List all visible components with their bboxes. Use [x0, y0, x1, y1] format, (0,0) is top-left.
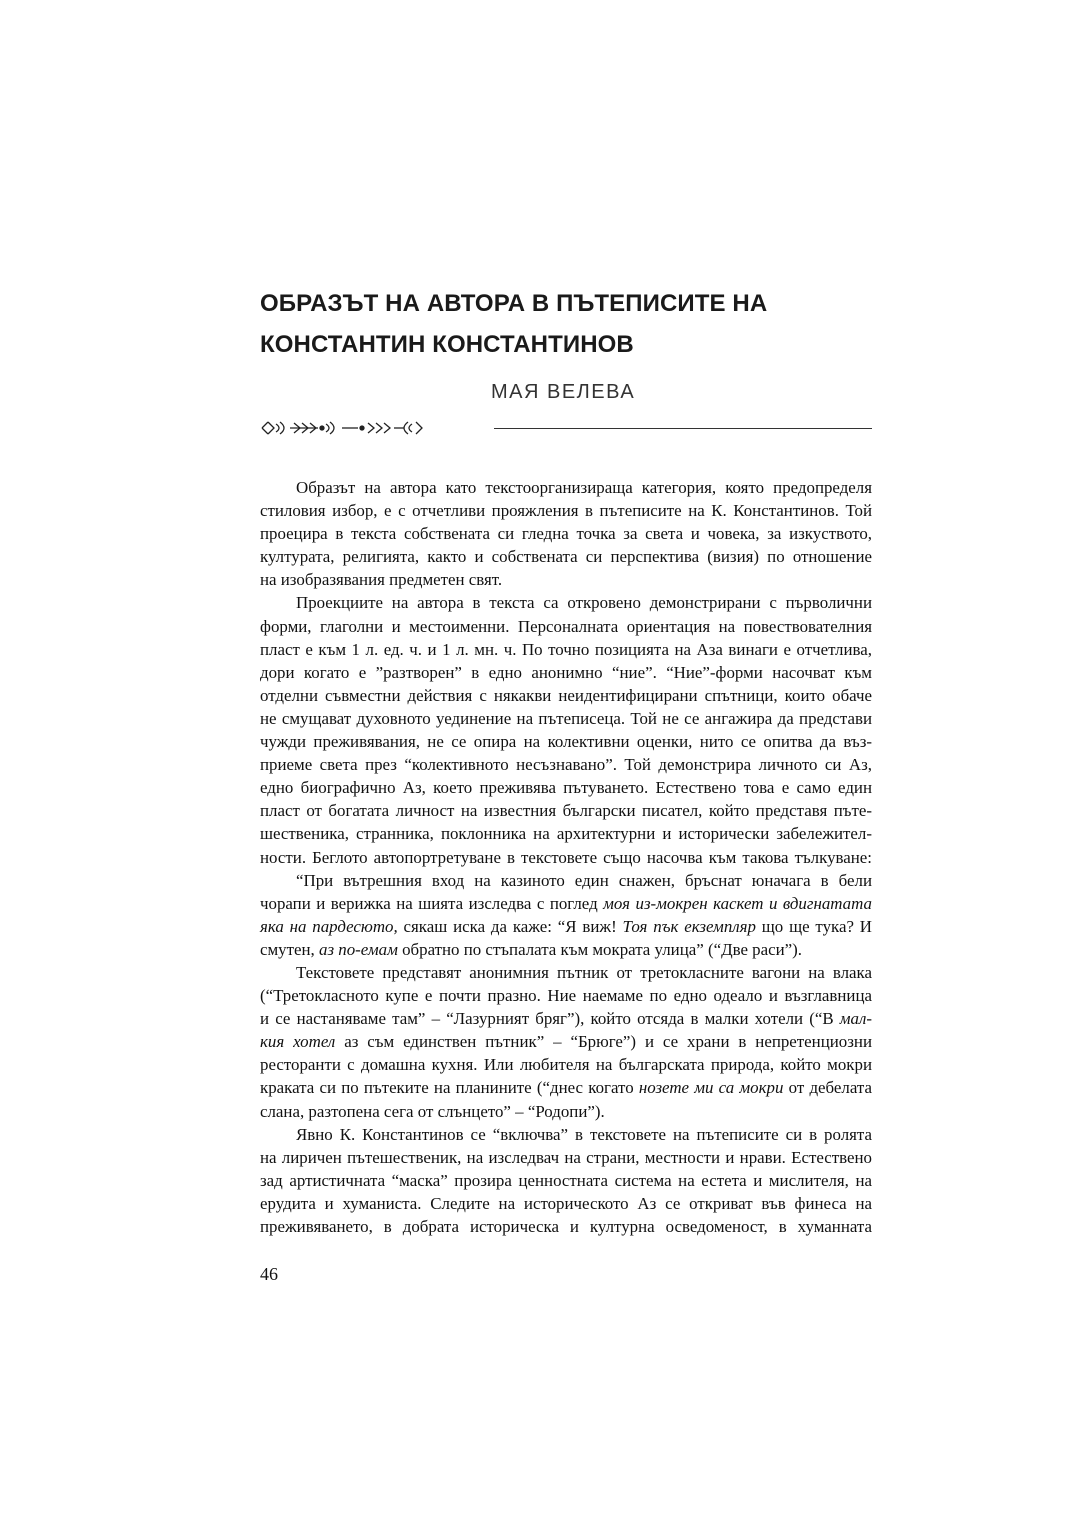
italic-text: аз по-емам: [319, 939, 398, 959]
body-line: [260, 476, 872, 499]
text: краката си по пътеките на планините (“днес когато: [260, 1078, 639, 1098]
italic-text: Тоя пък екземпляр: [622, 916, 756, 936]
body-line: [260, 545, 872, 568]
text: Явно К. Константинов се “включва” в текстовете на пътеписите си в ролята: [296, 1124, 872, 1144]
body-line: [260, 1030, 872, 1053]
text: отделни съвместни действия с някакви неидентифицирани спътници, които обаче: [260, 685, 872, 705]
author-name: МАЯ ВЕЛЕВА: [491, 381, 636, 403]
body-line: [260, 638, 872, 661]
text: ресторанти с домашна кухня. Или любителя на българската природа, който мокри: [260, 1055, 872, 1075]
title-rule: [494, 428, 872, 429]
body-line: [260, 1169, 872, 1192]
article-body: [260, 476, 872, 1238]
italic-text: нозете ми са мокри: [638, 1078, 784, 1098]
body-line: [260, 869, 872, 892]
body-line: [260, 707, 872, 730]
body-line: [260, 661, 872, 684]
text: пласт е към 1 л. ед. ч. и 1 л. мн. ч. По точно позицията на Аза винаги е отчетлива,: [260, 639, 872, 659]
text: Проекциите на автора в текста са откровено демонстрирани с първолични: [296, 593, 872, 613]
body-line: [260, 892, 872, 915]
text: културата, религията, както и собствената си перспектива (визия) по отношение: [260, 547, 872, 567]
text: ерудита и хуманиста. Следите на историческото Аз се откриват във финеса на: [260, 1193, 872, 1213]
page-number: 46: [260, 1264, 278, 1284]
text: зад артистичната “маска” прозира ценностната система на естета и мислителя, на: [260, 1170, 872, 1190]
italic-text: яка на пардесюто,: [260, 916, 398, 936]
body-line: [260, 1076, 872, 1099]
decorative-ornament-icon: [258, 416, 426, 440]
text: Образът на автора като текстоорганизираща категория, която предопределя: [296, 478, 872, 497]
body-line: [260, 1007, 872, 1030]
body-line: [260, 846, 872, 869]
text: шественика, странника, поклонника на архитектурни и исторически забележител-: [260, 824, 872, 844]
text: що ще тука? И: [755, 916, 872, 936]
text: слана, разтопена сега от слънцето” – “Родопи”).: [260, 1101, 605, 1121]
text: Текстовете представят анонимния пътник от третокласните вагони на влака: [296, 962, 872, 982]
text: едно биографично Аз, което преживява пътуването. Естествено това е само един: [260, 778, 872, 798]
text: на лиричен пътешественик, на изследвач на страни, местности и нрави. Естествено: [260, 1147, 872, 1167]
body-line: [260, 1100, 872, 1123]
text: преживяването, в добрата историческа и културна осведоменост, в хуманната: [260, 1217, 872, 1236]
text: чужди преживявания, не се опира на колективни оценки, нито се опитва да въз-: [260, 732, 872, 752]
text: стиловия избор, е с отчетливи прояжления в пътеписите на К. Константинов. Той: [260, 501, 872, 521]
body-line: [260, 1215, 872, 1238]
body-line: [260, 753, 872, 776]
text: и се настаняваме там” – “Лазурният бряг”), който отсяда в малки хотели (“В: [260, 1009, 840, 1029]
text: (“Третокласното купе е почти празно. Ние наемаме по едно одеало и възглавница: [260, 986, 872, 1006]
text: аз съм единствен пътник” – “Брюге”) и се храни в непретенциозни: [335, 1032, 872, 1052]
article-title: [260, 283, 900, 365]
body-line: [260, 591, 872, 614]
body-line: [260, 938, 872, 961]
text: от дебелата: [783, 1078, 872, 1098]
text: чорапи и верижка на шията изследва с поглед: [260, 893, 604, 913]
body-line: [260, 499, 872, 522]
body-line: [260, 684, 872, 707]
body-line: [260, 1192, 872, 1215]
body-line: [260, 568, 872, 591]
text: ности. Беглото автопортретуване в текстовете също насочва към такова тълкуване:: [260, 847, 872, 867]
title-line-1: ОБРАЗЪТ НА АВТОРА В ПЪТЕПИСИТЕ НА: [260, 290, 768, 317]
title-line-2: КОНСТАНТИН КОНСТАНТИНОВ: [260, 331, 634, 358]
text: не смущават духовното уединение на пътеписеца. Той не се ангажира да представи: [260, 708, 872, 728]
text: сякаш иска да каже: “Я виж!: [397, 916, 623, 936]
text: на изобразявания предметен свят.: [260, 570, 503, 590]
text: дори когато е ”разтворен” в едно анонимно “ние”. “Ние”-форми насочват към: [260, 662, 872, 682]
italic-text: мал-: [839, 1009, 872, 1029]
text: обратно по стъпалата към мократа улица” (“Две раси”).: [397, 939, 803, 959]
body-line: [260, 915, 872, 938]
body-line: [260, 1123, 872, 1146]
body-line: [260, 822, 872, 845]
body-line: [260, 961, 872, 984]
text: проецира в текста собствената си гледна точка за света и човека, за изкуството,: [260, 524, 872, 544]
text: пласт от богатата личност на известния български писател, който представя пъте-: [260, 801, 872, 821]
text: приеме света през “колективното несъзнавано”. Той демонстрира личното си Аз,: [260, 755, 872, 775]
body-line: [260, 1053, 872, 1076]
body-line: [260, 776, 872, 799]
body-line: [260, 522, 872, 545]
body-line: [260, 730, 872, 753]
text: “При вътрешния вход на казиното един снажен, бръснат юначага в бели: [296, 870, 872, 890]
italic-text: моя из-мокрен каскет и вдигнатата: [603, 893, 872, 913]
body-line: [260, 615, 872, 638]
body-line: [260, 799, 872, 822]
body-line: [260, 1146, 872, 1169]
italic-text: кия хотел: [260, 1032, 336, 1052]
text: форми, глаголни и местоименни. Персоналната ориентация на повествователния: [260, 616, 872, 636]
body-line: [260, 984, 872, 1007]
text: смутен,: [260, 939, 319, 959]
